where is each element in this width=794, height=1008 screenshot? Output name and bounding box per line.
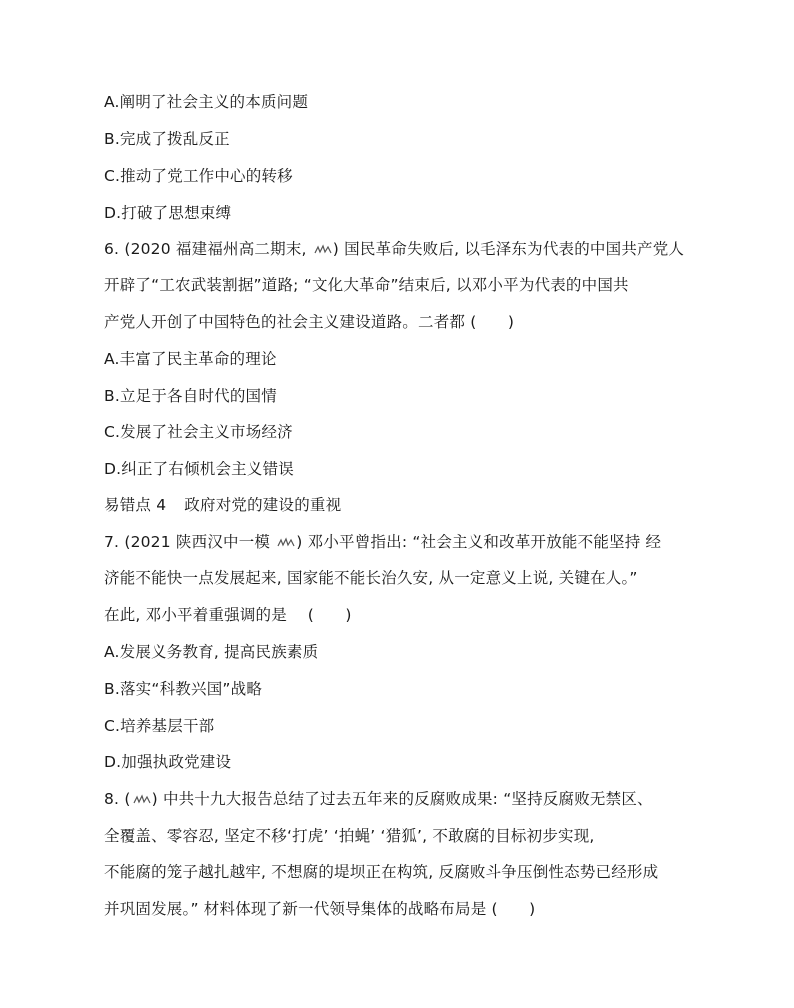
section-label: 易错点 4 xyxy=(104,496,167,514)
q6-stem-line-3: 产党人开创了中国特色的社会主义建设道路。二者都 ( ) xyxy=(104,313,515,331)
q8-prefix: 8. ( xyxy=(104,790,131,808)
q6-option-c[interactable]: C.发展了社会主义市场经济 xyxy=(104,423,293,441)
q6-stem-line-2: 开辟了“工农武装割据”道路; “文化大革命”结束后, 以邓小平为代表的中国共 xyxy=(104,276,629,294)
q7-stem-text: ) 邓小平曾指出: “社会主义和改革开放能不能坚持 经 xyxy=(296,533,662,551)
q7-option-d[interactable]: D.加强执政党建设 xyxy=(104,753,232,771)
q5-option-a[interactable]: A.阐明了社会主义的本质问题 xyxy=(104,93,309,111)
section-title: 政府对党的建设的重视 xyxy=(184,496,342,514)
q6-stem-line-1 xyxy=(104,238,684,260)
difficulty-stars-icon xyxy=(314,244,332,256)
q7-stem-line-3: 在此, 邓小平着重强调的是 ( ) xyxy=(104,606,352,624)
q8-stem-line-2: 全覆盖、零容忍, 坚定不移‘打虎’ ‘拍蝇’ ‘猎狐’, 不敢腐的目标初步实现, xyxy=(104,827,595,845)
difficulty-stars-icon xyxy=(277,537,295,549)
q6-option-b[interactable]: B.立足于各自时代的国情 xyxy=(104,387,277,405)
q8-stem-line-1 xyxy=(104,788,653,810)
q7-source: 7. (2021 陕西汉中一模 xyxy=(104,533,276,551)
q7-option-b[interactable]: B.落实“科教兴国”战略 xyxy=(104,680,263,698)
q6-option-a[interactable]: A.丰富了民主革命的理论 xyxy=(104,350,277,368)
q8-stem-text: ) 中共十九大报告总结了过去五年来的反腐败成果: “坚持反腐败无禁区、 xyxy=(151,790,653,808)
q5-option-b[interactable]: B.完成了拨乱反正 xyxy=(104,130,230,148)
q7-option-a[interactable]: A.发展义务教育, 提高民族素质 xyxy=(104,643,319,661)
q5-option-c[interactable]: C.推动了党工作中心的转移 xyxy=(104,167,293,185)
q8-stem-line-4: 并巩固发展。” 材料体现了新一代领导集体的战略布局是 ( ) xyxy=(104,900,536,918)
q5-option-d[interactable]: D.打破了思想束缚 xyxy=(104,204,232,222)
q7-option-c[interactable]: C.培养基层干部 xyxy=(104,717,215,735)
difficulty-stars-icon xyxy=(133,794,151,806)
q6-stem-text: ) 国民革命失败后, 以毛泽东为代表的中国共产党人 xyxy=(332,240,685,258)
q6-source: 6. (2020 福建福州高二期末, xyxy=(104,240,312,258)
q7-stem-line-2: 济能不能快一点发展起来, 国家能不能长治久安, 从一定意义上说, 关键在人。” xyxy=(104,569,638,587)
q6-option-d[interactable]: D.纠正了右倾机会主义错误 xyxy=(104,460,294,478)
q7-stem-line-1 xyxy=(104,531,661,553)
section-heading xyxy=(104,494,341,516)
q8-stem-line-3: 不能腐的笼子越扎越牢, 不想腐的堤坝正在构筑, 反腐败斗争压倒性态势已经形成 xyxy=(104,863,659,881)
